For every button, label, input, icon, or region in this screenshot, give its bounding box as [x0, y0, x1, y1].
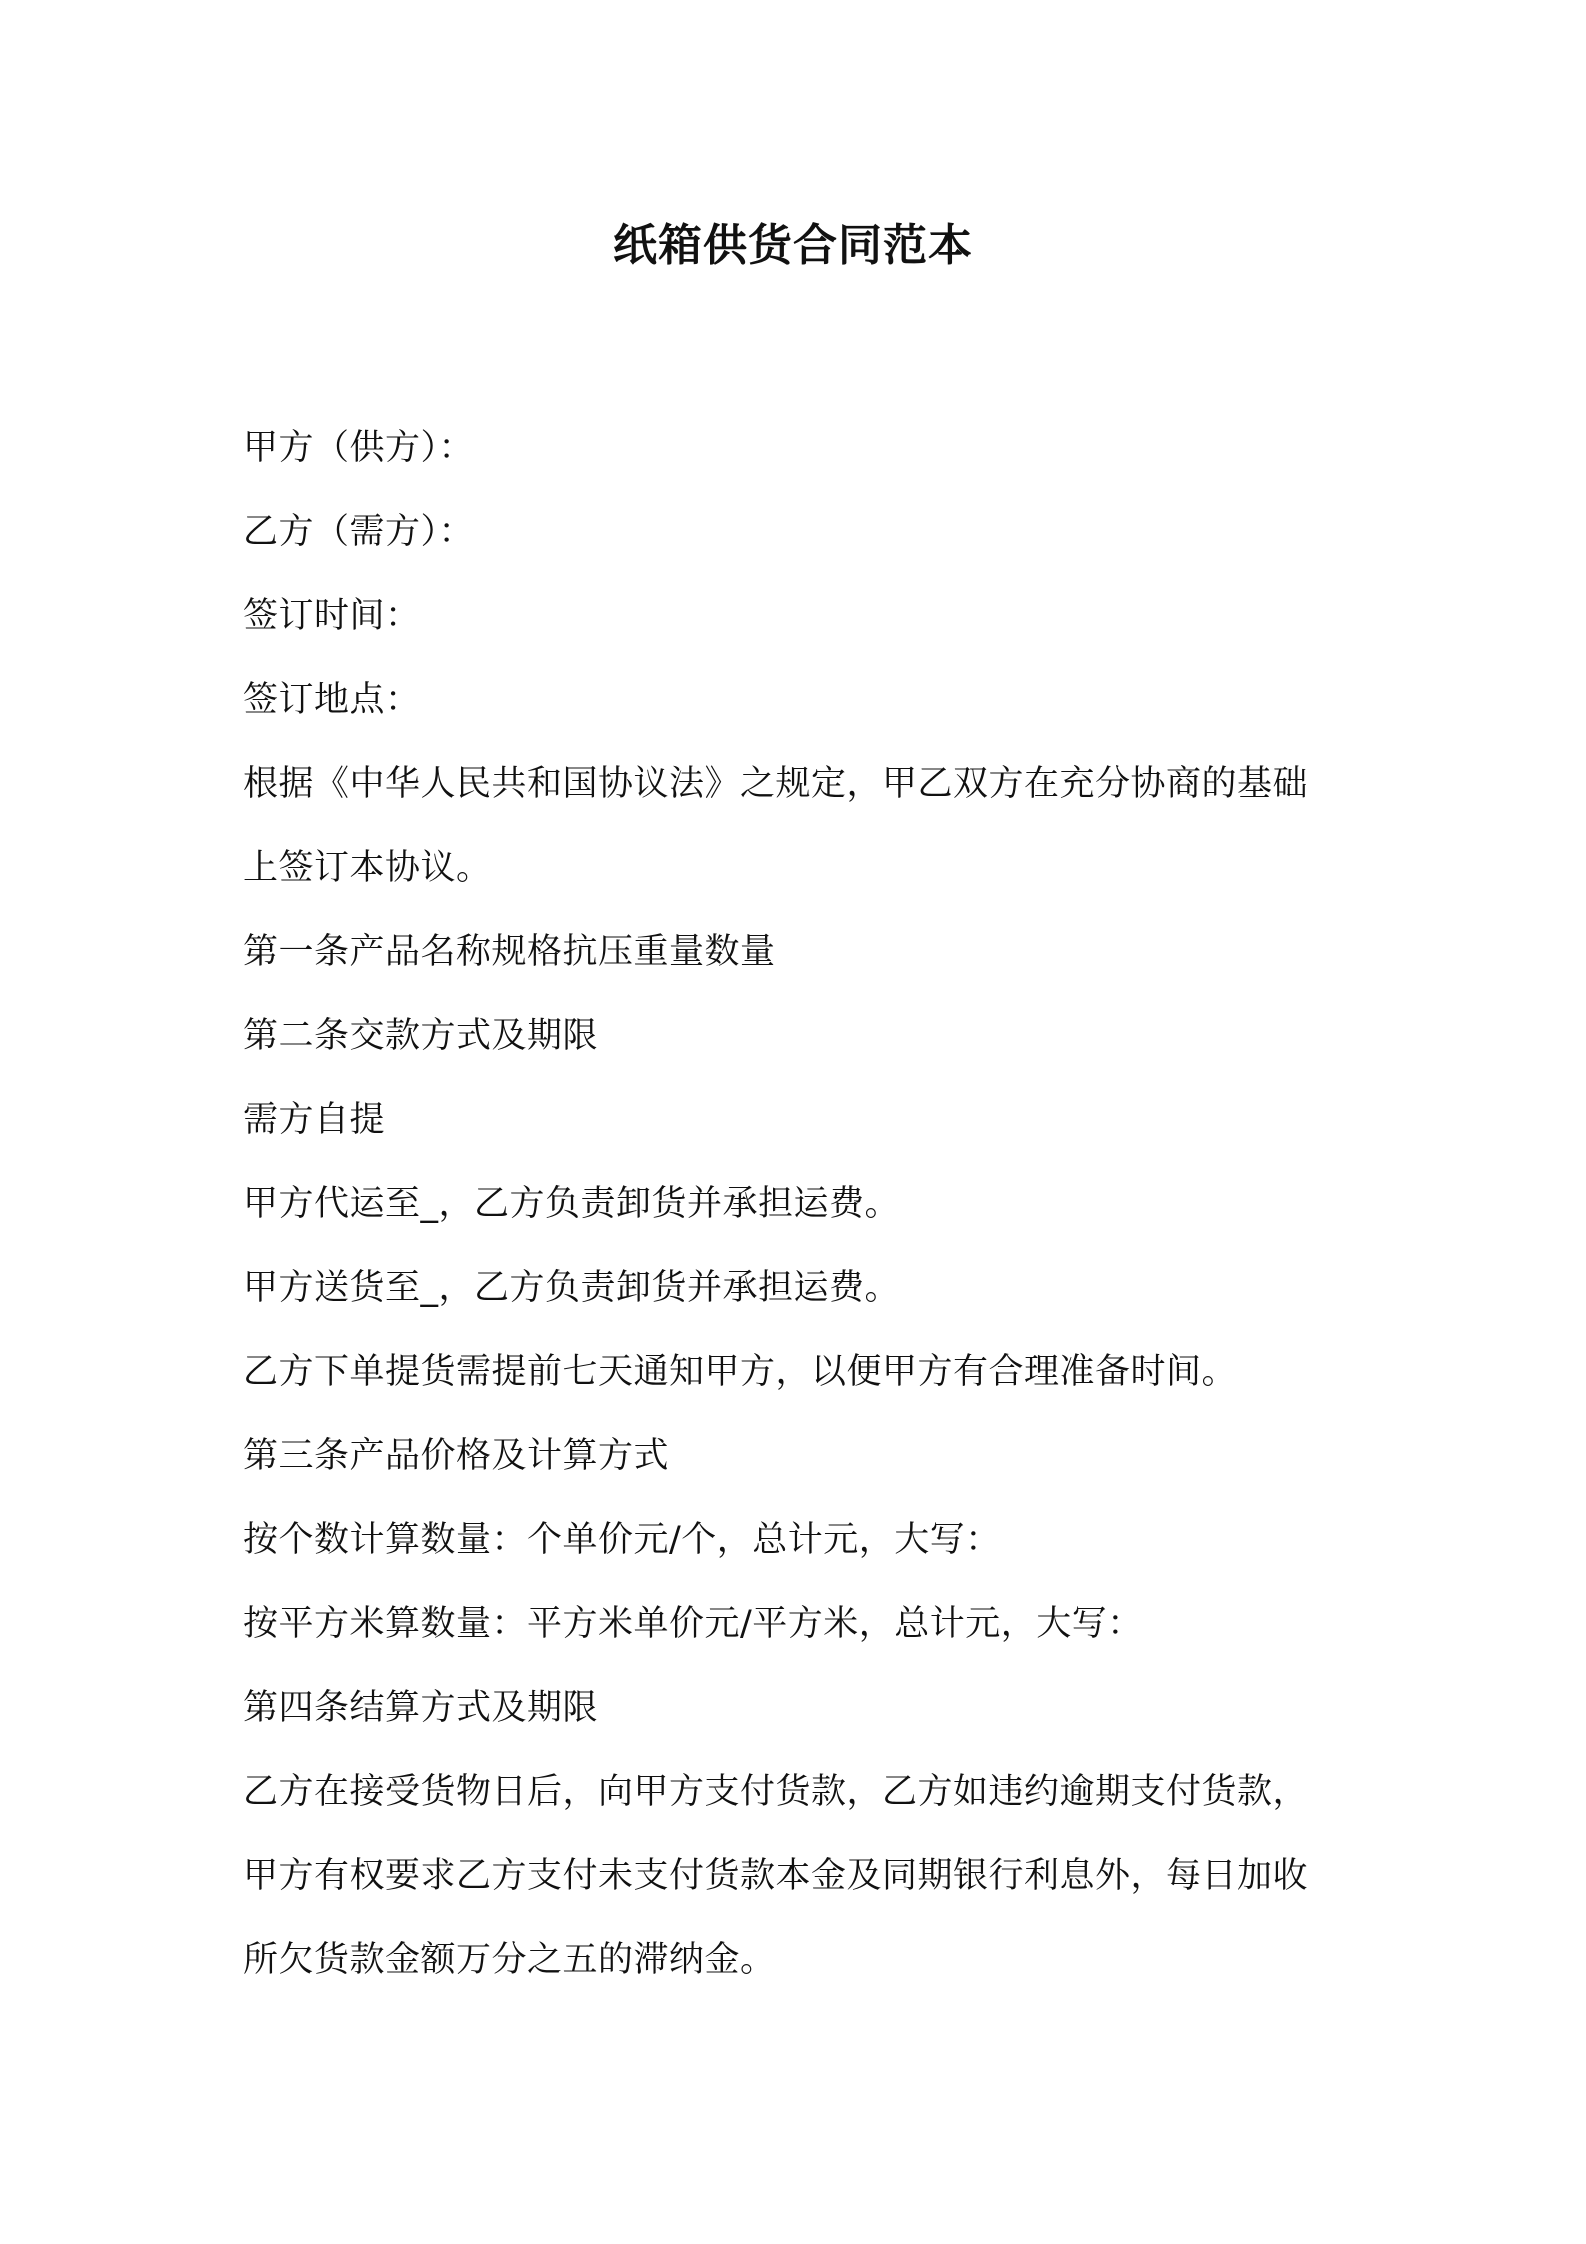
signing-place-line: 签订地点：: [243, 680, 421, 720]
party-b-line: 乙方（需方）：: [243, 512, 475, 552]
settlement-line-2: 甲方有权要求乙方支付未支付货款本金及同期银行利息外，每日加收: [243, 1856, 1309, 1896]
settlement-line-3: 所欠货款金额万分之五的滞纳金。: [243, 1940, 776, 1980]
document-body: [243, 406, 1363, 2002]
document-title: 纸箱供货合同范本: [613, 220, 973, 271]
article-2-heading: 第二条交款方式及期限: [243, 1016, 599, 1056]
article-4-heading: 第四条结算方式及期限: [243, 1688, 599, 1728]
preamble-line-1: 根据《中华人民共和国协议法》之规定，甲乙双方在充分协商的基础: [243, 764, 1309, 804]
article-3-heading: 第三条产品价格及计算方式: [243, 1436, 670, 1476]
order-notice-line: 乙方下单提货需提前七天通知甲方，以便甲方有合理准备时间。: [243, 1352, 1238, 1392]
settlement-line-1: 乙方在接受货物日后，向甲方支付货款，乙方如违约逾期支付货款，: [243, 1772, 1309, 1812]
price-by-count-line: 按个数计算数量：个单价元/个，总计元，大写：: [243, 1520, 1001, 1560]
article-1-heading: 第一条产品名称规格抗压重量数量: [243, 932, 776, 972]
delivery-option-agent-transport: 甲方代运至_，乙方负责卸货并承担运费。: [243, 1184, 901, 1224]
signing-time-line: 签订时间：: [243, 596, 421, 636]
party-a-line: 甲方（供方）：: [243, 428, 475, 468]
delivery-option-self-pickup: 需方自提: [243, 1100, 386, 1140]
preamble-line-2: 上签订本协议。: [243, 848, 492, 888]
delivery-option-seller-delivery: 甲方送货至_，乙方负责卸货并承担运费。: [243, 1268, 901, 1308]
price-by-area-line: 按平方米算数量：平方米单价元/平方米，总计元，大写：: [243, 1604, 1143, 1644]
